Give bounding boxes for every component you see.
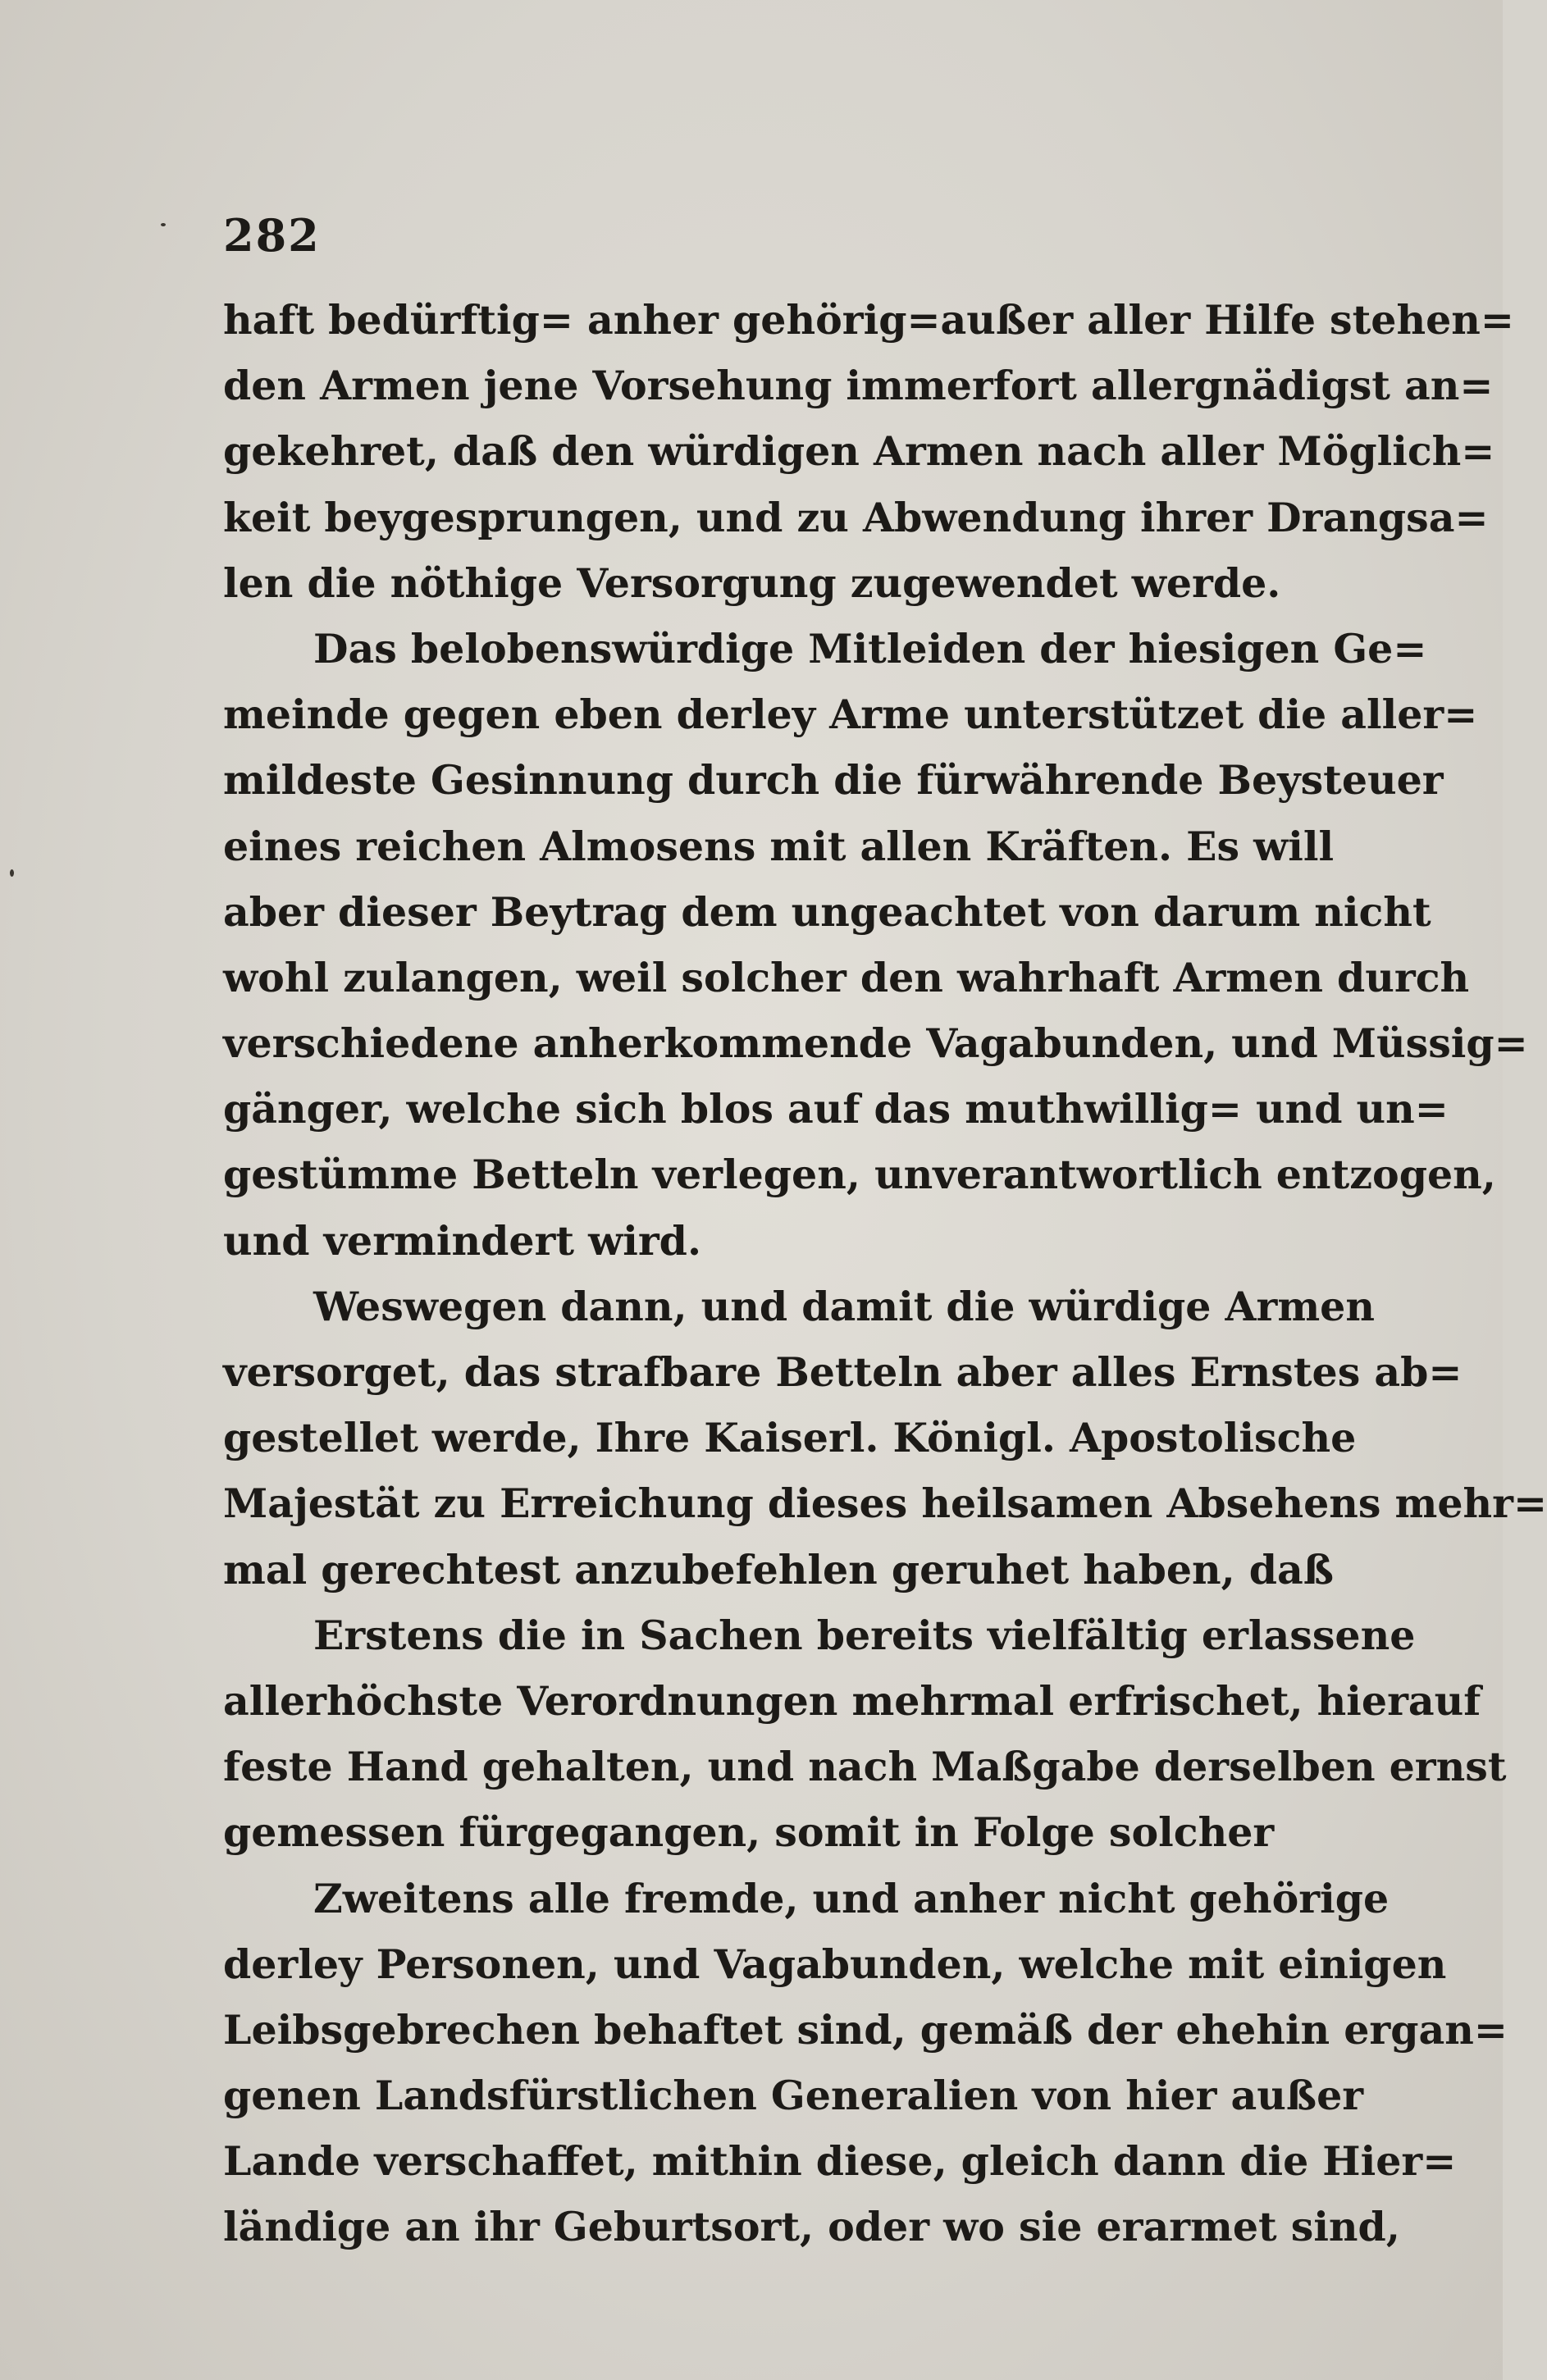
text-line: keit beygesprungen, und zu Abwendung ihrer Drangsa= [223, 493, 1489, 541]
text-line: gemessen fürgegangen, somit in Folge solcher [223, 1808, 1275, 1857]
text-line: meinde gegen eben derley Arme unterstützet die aller= [223, 691, 1478, 739]
text-line: wohl zulangen, weil solcher den wahrhaft Armen durch [223, 953, 1470, 1001]
text-line: haft bedürftig= anher gehörig=außer aller Hilfe stehen= [223, 296, 1514, 344]
text-line: gekehret, daß den würdigen Armen nach aller Möglich= [223, 427, 1495, 476]
text-line: Das belobenswürdige Mitleiden der hiesigen Ge= [313, 624, 1427, 673]
text-line: len die nöthige Versorgung zugewendet werde. [223, 559, 1281, 607]
text-line: genen Landsfürstlichen Generalien von hier außer [223, 2072, 1364, 2120]
text-line: Weswegen dann, und damit die würdige Armen [313, 1282, 1375, 1330]
text-line: Erstens die in Sachen bereits vielfältig erlassene [313, 1611, 1416, 1659]
text-line: eines reichen Almosens mit allen Kräften. Es will [223, 822, 1335, 870]
text-line: gestellet werde, Ihre Kaiserl. Königl. Apostolische [223, 1414, 1357, 1462]
text-line: den Armen jene Vorsehung immerfort allergnädigst an= [223, 362, 1494, 410]
ink-speck [10, 869, 14, 877]
text-line: Leibsgebrechen behaftet sind, gemäß der ehehin ergan= [223, 2005, 1508, 2054]
body-text [223, 287, 1547, 2260]
text-line: allerhöchste Verordnungen mehrmal erfrischet, hierauf [223, 1676, 1481, 1725]
text-line: und vermindert wird. [223, 1216, 701, 1265]
text-line: Majestät zu Erreichung dieses heilsamen Absehens mehr= [223, 1480, 1547, 1528]
text-line: gänger, welche sich blos auf das muthwillig= und un= [223, 1085, 1449, 1133]
text-line: mal gerechtest anzubefehlen geruhet haben, daß [223, 1545, 1335, 1594]
page-number: 282 [223, 209, 321, 262]
text-line: aber dieser Beytrag dem ungeachtet von darum nicht [223, 887, 1431, 936]
text-line: mildeste Gesinnung durch die fürwährende Beysteuer [223, 756, 1444, 805]
text-line: Lande verschaffet, mithin diese, gleich dann die Hier= [223, 2137, 1457, 2186]
text-line: verschiedene anherkommende Vagabunden, und Müssig= [223, 1019, 1528, 1068]
text-line: Zweitens alle fremde, und anher nicht gehörige [313, 1874, 1390, 1922]
text-line: gestümme Betteln verlegen, unverantwortlich entzogen, [223, 1151, 1496, 1199]
text-line: derley Personen, und Vagabunden, welche mit einigen [223, 1940, 1447, 1988]
ink-speck [161, 223, 166, 226]
text-line: feste Hand gehalten, und nach Maßgabe derselben ernst [223, 1743, 1507, 1791]
text-line: versorget, das strafbare Betteln aber alles Ernstes ab= [223, 1348, 1463, 1396]
text-line: ländige an ihr Geburtsort, oder wo sie erarmet sind, [223, 2203, 1400, 2251]
